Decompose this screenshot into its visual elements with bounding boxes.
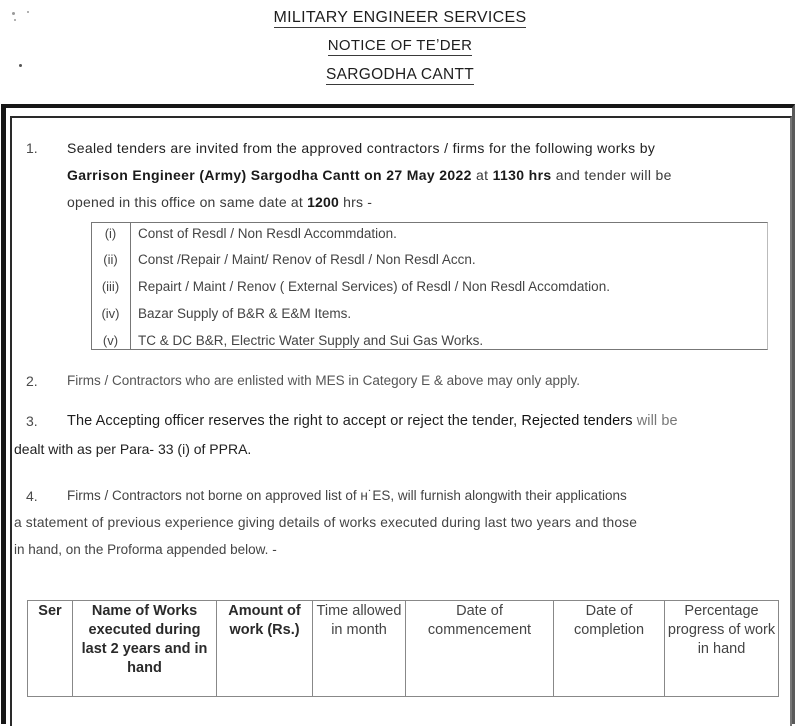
time-1200: 1200	[307, 194, 340, 210]
work-item-number: (iv)	[101, 306, 120, 321]
para-1-text: Sealed tenders are invited from the approved contractors / firms for the following works by	[67, 140, 656, 156]
para-2-number: 2.	[26, 373, 38, 389]
para-4-line-2: a statement of previous experience giving details of works executed during last two years and those	[14, 515, 638, 530]
location-title: SARGODHA CANTT	[325, 66, 475, 83]
opened-text: opened in this office on same date at	[67, 194, 308, 210]
garrison-date: Garrison Engineer (Army) Sargodha Cantt on 27 May 2022	[67, 167, 472, 183]
rejected-tenders: Rejected tenders	[521, 413, 633, 429]
para-2-text: Firms / Contractors who are enlisted with MES in Category E & above may only apply.	[67, 373, 580, 388]
para-3-line-2: dealt with as per Para- 33 (i) of PPRA.	[14, 441, 252, 457]
notice-title: NOTICE OF TEʼDER	[327, 37, 473, 54]
text-at: at	[471, 167, 493, 183]
header-date-commencement: Date of commencement	[406, 601, 554, 697]
para-3-text: The Accepting officer reserves the right to accept or reject the tender,	[67, 413, 522, 429]
para-1-line-1	[67, 140, 655, 156]
header-percentage-progress: Percentage progress of work in hand	[665, 601, 779, 697]
table-header-row	[28, 601, 779, 697]
header-time-allowed: Time allowed in month	[313, 601, 406, 697]
work-item-number: (i)	[104, 226, 117, 241]
work-item-text: TC & DC B&R, Electric Water Supply and Sui Gas Works.	[138, 333, 484, 348]
para-1-line-3	[67, 194, 372, 210]
document-header	[0, 9, 800, 27]
header-amount: Amount of work (Rs.)	[217, 601, 313, 697]
header-ser: Ser	[28, 601, 73, 697]
para-4-line-1: Firms / Contractors not borne on approved list of н˙ES, will furnish alongwith their applications	[67, 488, 627, 503]
header-date-completion: Date of completion	[554, 601, 665, 697]
header-name-of-works: Name of Works executed during last 2 years and in hand	[73, 601, 217, 697]
work-item-number: (iii)	[101, 279, 120, 294]
work-item-text: Const of Resdl / Non Resdl Accommdation.	[138, 226, 397, 241]
work-item-number: (v)	[102, 333, 119, 348]
location-header	[0, 66, 800, 84]
para-1-line-2	[67, 167, 672, 183]
para-1-tail: and tender will be	[551, 167, 672, 183]
para-3-tail: will be	[632, 413, 678, 429]
work-item-text: Repairt / Maint / Renov ( External Services) of Resdl / Non Resdl Accomdation.	[138, 279, 610, 294]
hrs-label: hrs	[524, 167, 552, 183]
notice-header	[0, 37, 800, 54]
para-4-line-3: in hand, on the Proforma appended below. -	[14, 542, 277, 557]
time-1130: 1130	[492, 167, 525, 183]
org-title: MILITARY ENGINEER SERVICES	[273, 9, 527, 26]
para-3-number: 3.	[26, 413, 38, 429]
work-item-text: Const /Repair / Maint/ Renov of Resdl / Non Resdl Accn.	[138, 252, 476, 267]
proforma-table	[27, 600, 779, 697]
para-3-line-1	[67, 413, 678, 429]
para-1-number: 1.	[26, 140, 38, 156]
work-item-number: (ii)	[103, 252, 118, 267]
para-4-number: 4.	[26, 488, 38, 504]
work-item-text: Bazar Supply of B&R & E&M Items.	[138, 306, 352, 321]
works-list-divider	[130, 222, 131, 350]
hrs-tail: hrs -	[339, 194, 373, 210]
